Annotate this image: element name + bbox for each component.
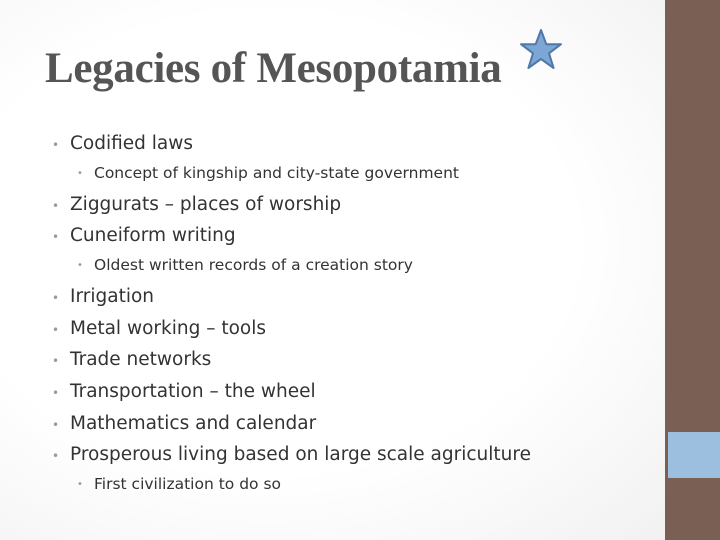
bullet-dot: •: [52, 354, 60, 368]
bullet-text: Cuneiform writing: [70, 225, 236, 246]
bullet-text: Prosperous living based on large scale agriculture: [70, 444, 531, 465]
bullet-item: [52, 349, 211, 370]
bullet-item: [52, 444, 531, 465]
bullet-text: Irrigation: [70, 286, 154, 307]
sub-bullet-item: [77, 475, 281, 493]
bullet-dot: •: [52, 386, 60, 400]
bullet-item: [52, 318, 266, 339]
bullet-dot: •: [52, 449, 60, 463]
bullet-text: Mathematics and calendar: [70, 413, 317, 434]
bullet-text: Concept of kingship and city-state government: [94, 164, 459, 182]
bullet-dot: •: [52, 323, 60, 337]
bullet-text: Trade networks: [70, 349, 212, 370]
bullet-dot: •: [77, 479, 83, 490]
decorative-side-accent: [668, 432, 720, 478]
star-icon: [519, 28, 563, 72]
bullet-dot: •: [77, 260, 83, 271]
bullet-dot: •: [52, 230, 60, 244]
bullet-dot: •: [77, 168, 83, 179]
bullet-text: Codified laws: [70, 133, 194, 154]
slide-title: Legacies of Mesopotamia: [45, 45, 502, 92]
bullet-item: [52, 194, 341, 215]
bullet-item: [52, 286, 154, 307]
bullet-text: First civilization to do so: [94, 475, 282, 493]
bullet-item: [52, 413, 316, 434]
bullet-text: Ziggurats – places of worship: [70, 194, 342, 215]
sub-bullet-item: [77, 164, 459, 182]
bullet-text: Oldest written records of a creation story: [94, 256, 413, 274]
bullet-dot: •: [52, 138, 60, 152]
bullet-item: [52, 381, 316, 402]
bullet-dot: •: [52, 199, 60, 213]
bullet-text: Metal working – tools: [70, 318, 267, 339]
bullet-item: [52, 225, 236, 246]
bullet-dot: •: [52, 291, 60, 305]
bullet-dot: •: [52, 418, 60, 432]
bullet-item: [52, 133, 193, 154]
sub-bullet-item: [77, 256, 413, 274]
bullet-text: Transportation – the wheel: [70, 381, 316, 402]
